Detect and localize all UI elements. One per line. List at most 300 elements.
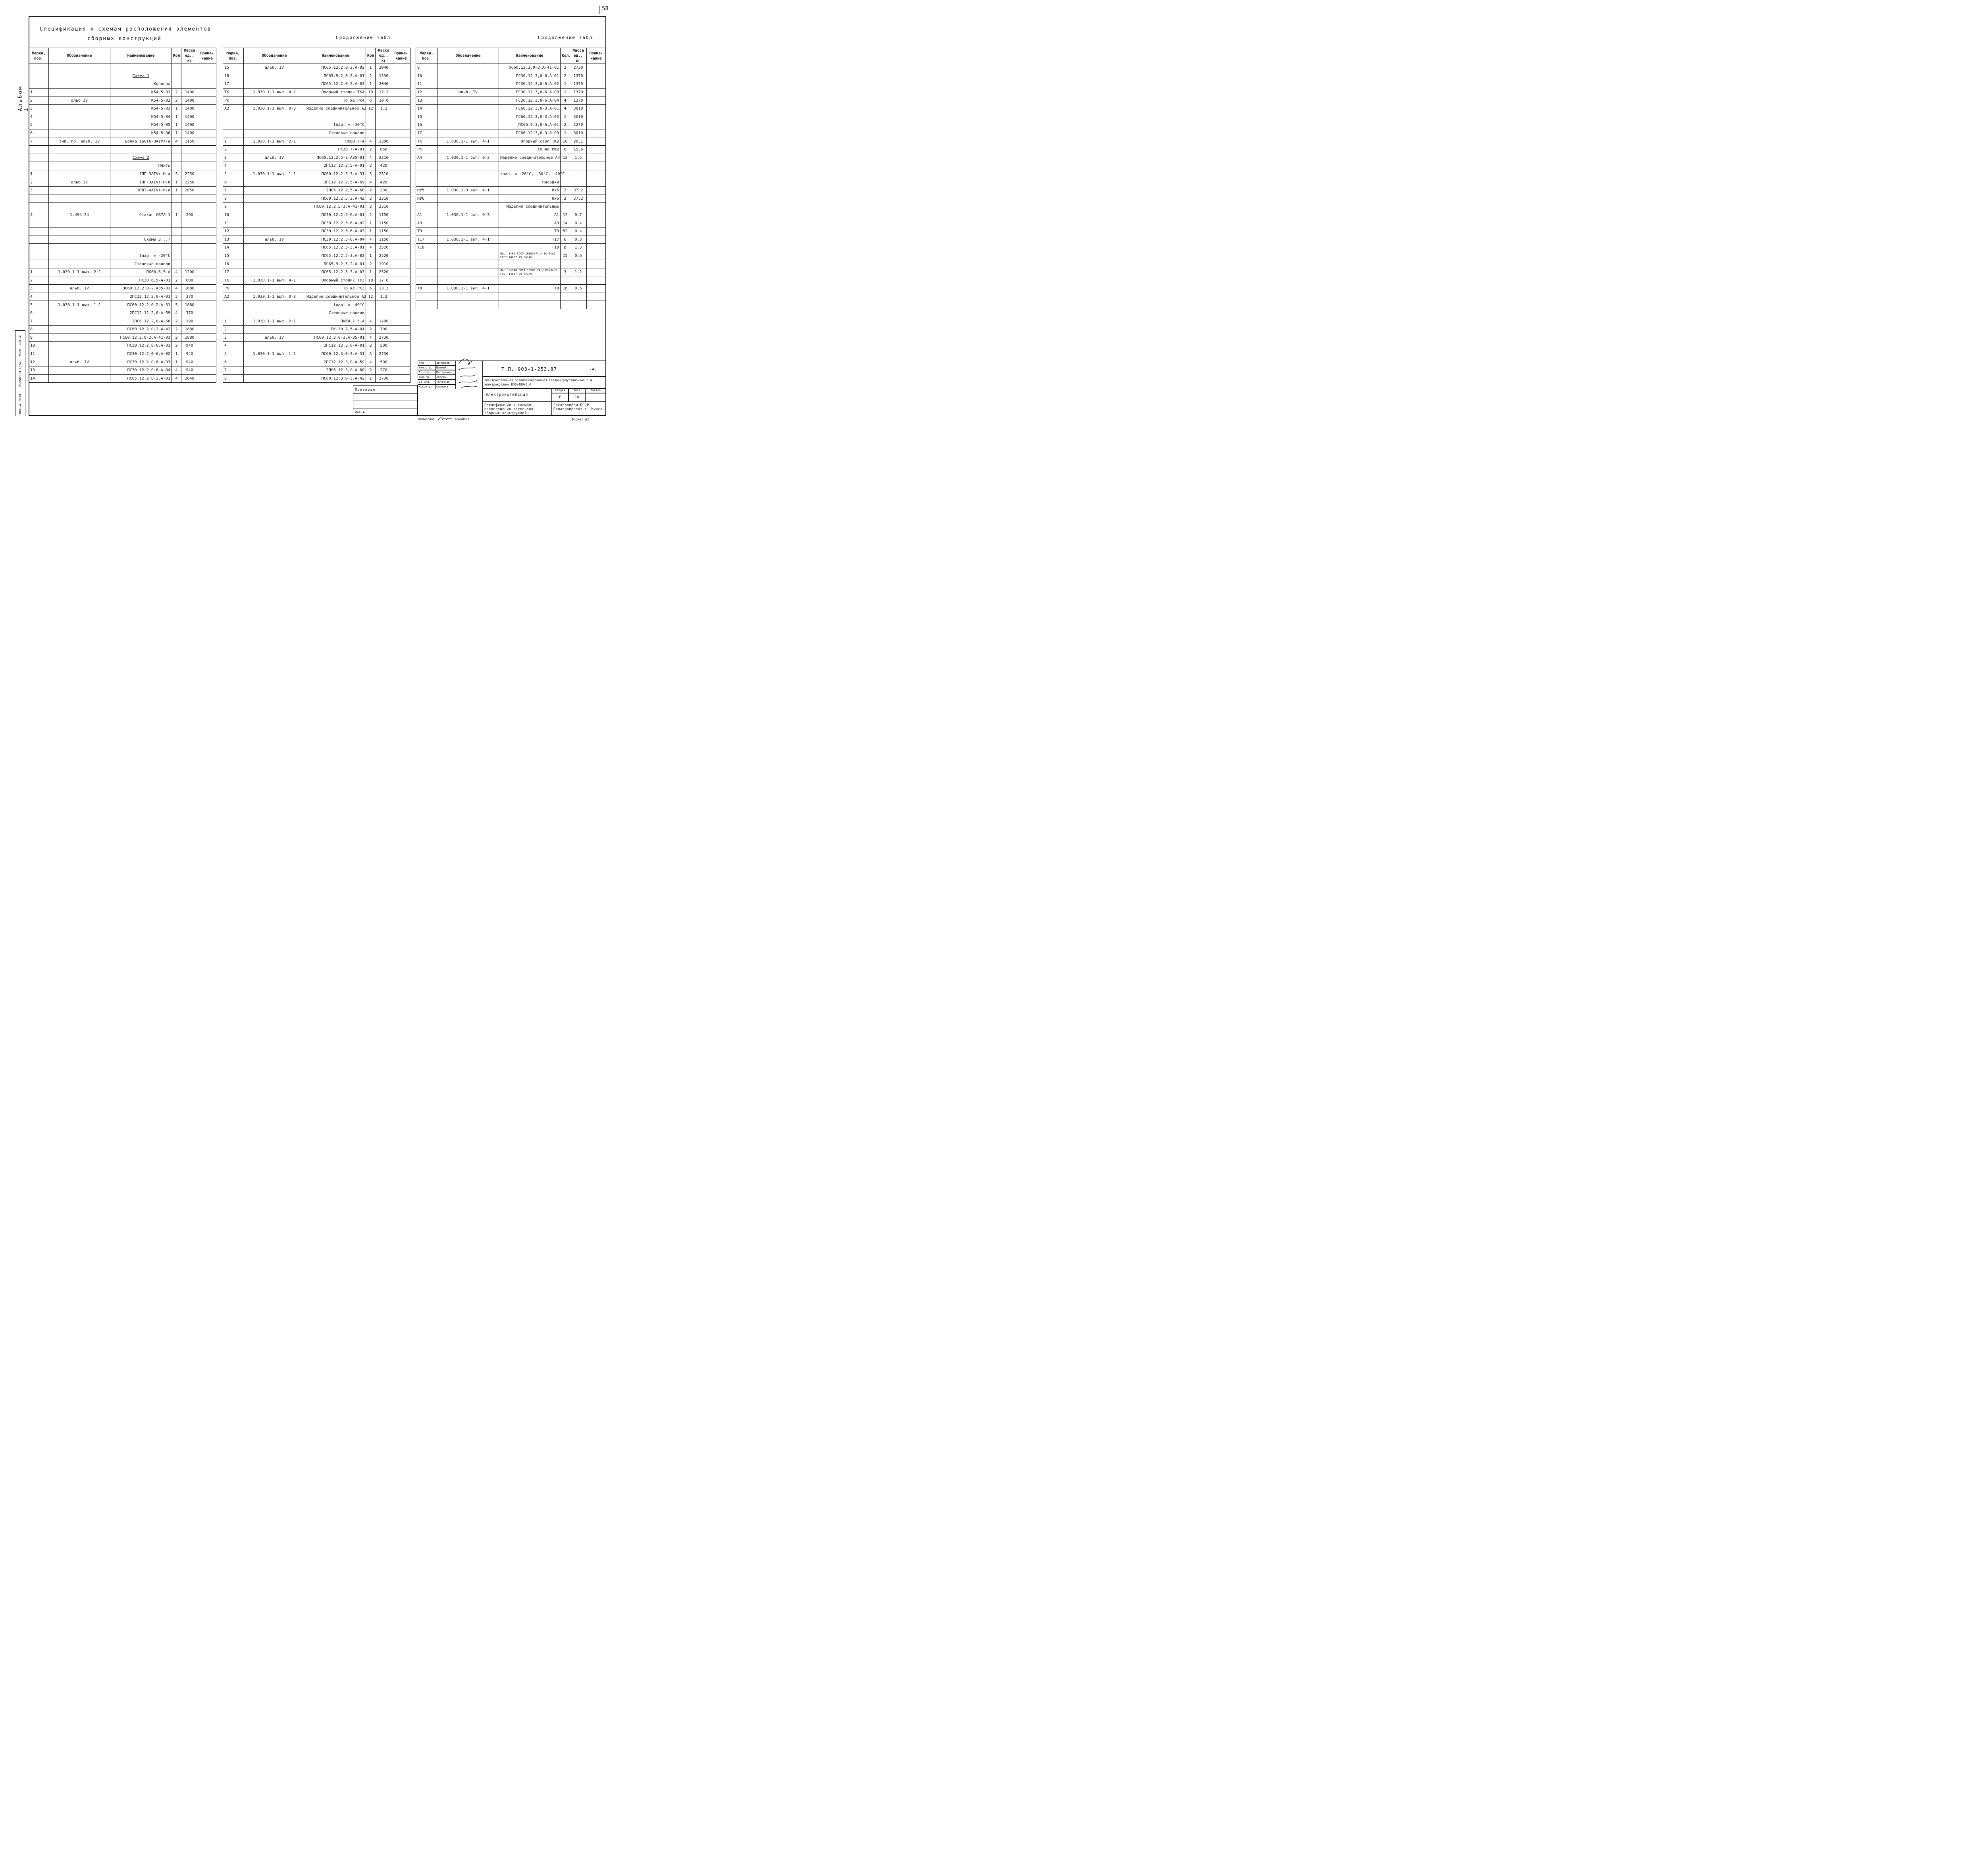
- table-cell: [587, 162, 606, 170]
- table-cell: [392, 178, 410, 187]
- table-cell: [29, 252, 49, 260]
- table-cell: [49, 244, 110, 252]
- table-cell: [437, 244, 499, 252]
- table-cell: тип. пр. альб. IV: [49, 137, 110, 146]
- table-cell: Т3: [499, 227, 561, 235]
- table-row: [29, 72, 216, 80]
- table-cell: Схема 2: [110, 154, 172, 162]
- table-cell: [223, 121, 244, 129]
- table-row: [29, 309, 216, 317]
- table-cell: альб IV: [49, 178, 110, 187]
- table-cell: 2: [366, 203, 376, 211]
- title-block: [418, 361, 606, 416]
- table-cell: 1.2: [570, 268, 587, 276]
- object-box: [483, 388, 552, 402]
- table-cell: [49, 276, 110, 285]
- table-cell: НУ5: [416, 186, 437, 195]
- table-cell: 11: [223, 219, 244, 228]
- table-cell: 2310: [376, 195, 392, 203]
- table-cell: [437, 104, 499, 113]
- table-cell: [392, 72, 410, 80]
- table-cell: К54-5-01: [110, 88, 172, 96]
- table-cell: 2ПС12.12.3,0-А-01: [305, 342, 366, 350]
- table-cell: ПС66.12.3,0-3.А-02: [499, 113, 561, 121]
- table-cell: [198, 154, 216, 162]
- table-cell: 10: [561, 137, 570, 146]
- spec-table-2: [223, 48, 410, 383]
- table-cell: Изделие соединительное А4: [499, 154, 561, 162]
- table-cell: 5: [223, 170, 244, 178]
- table-row: [223, 64, 410, 72]
- table-cell: [198, 350, 216, 358]
- table-cell: [172, 227, 181, 235]
- table-cell: 12.2: [376, 88, 392, 96]
- table-cell: А2: [223, 104, 244, 113]
- table-cell: [29, 227, 49, 235]
- table-cell: А4: [416, 154, 437, 162]
- table-cell: 1.030.1-1 вып. 1-1: [49, 301, 110, 309]
- table-cell: [437, 260, 499, 268]
- sheet-title-box: [483, 402, 552, 416]
- stage-header: Стадия: [552, 388, 569, 393]
- table-cell: [392, 121, 410, 129]
- table-row: [416, 137, 606, 146]
- table-cell: 2: [561, 72, 570, 80]
- table-cell: ПС66.12.3,0-3.А-03: [499, 129, 561, 137]
- table-cell: 15.6: [570, 145, 587, 154]
- table-cell: 1.3: [570, 244, 587, 252]
- table-cell: [110, 227, 172, 235]
- table-cell: 14: [416, 104, 437, 113]
- table-cell: 6: [366, 285, 376, 293]
- table-cell: [416, 268, 437, 276]
- table-cell: [29, 203, 49, 211]
- table-cell: Изделие соединительное А2: [305, 104, 366, 113]
- table-cell: 6: [29, 309, 49, 317]
- table-cell: [49, 121, 110, 129]
- table-cell: Схемы 3...7: [110, 235, 172, 244]
- column-header: Обозначение: [244, 48, 305, 64]
- table-cell: 1: [172, 178, 181, 187]
- table-cell: [49, 342, 110, 350]
- table-cell: [198, 203, 216, 211]
- table-cell: [392, 113, 410, 121]
- table-cell: [366, 301, 376, 309]
- table-row: [416, 260, 606, 268]
- table-cell: [49, 88, 110, 96]
- table-cell: [392, 317, 410, 326]
- table-cell: 2730: [376, 350, 392, 358]
- table-cell: [244, 178, 305, 187]
- table-cell: ТК: [416, 137, 437, 146]
- table-cell: альб IV: [49, 96, 110, 105]
- table-row: [223, 366, 410, 374]
- table-cell: [416, 301, 437, 309]
- stamp-person: Шатный: [435, 365, 456, 370]
- table-cell: 3: [223, 334, 244, 342]
- table-cell: [110, 244, 172, 252]
- table-row: [416, 301, 606, 309]
- table-cell: 2ПС12.12.2,0-А-59: [110, 309, 172, 317]
- table-cell: [587, 129, 606, 137]
- table-cell: [499, 260, 561, 268]
- table-cell: 2520: [376, 268, 392, 276]
- table-cell: 2040: [376, 64, 392, 72]
- binding-label: Привязан: [355, 388, 376, 392]
- table-cell: К54-5-05: [110, 121, 172, 129]
- table-cell: [198, 276, 216, 285]
- table-cell: 5: [366, 350, 376, 358]
- table-cell: То же РК3: [305, 285, 366, 293]
- table-cell: 2ПС12.12.3,0-А-59: [305, 358, 366, 366]
- table-cell: ПС60.12.2,5-3.А35-01: [305, 154, 366, 162]
- table-row: [223, 358, 410, 366]
- table-cell: [392, 211, 410, 219]
- table-cell: 1400: [181, 121, 198, 129]
- table-cell: [49, 186, 110, 195]
- table-cell: ПС30.12.2,5-6.А-02: [305, 219, 366, 228]
- table-cell: [437, 268, 499, 276]
- table-cell: 12: [561, 211, 570, 219]
- table-row: [29, 113, 216, 121]
- table-cell: 4: [172, 268, 181, 276]
- table-cell: [198, 145, 216, 154]
- table-cell: 20.1: [570, 137, 587, 146]
- table-cell: [181, 252, 198, 260]
- table-cell: [244, 260, 305, 268]
- table-cell: 9: [29, 334, 49, 342]
- table-row: [223, 219, 410, 228]
- table-cell: [392, 227, 410, 235]
- table-cell: [561, 203, 570, 211]
- table-cell: [29, 195, 49, 203]
- table-header-row: [416, 48, 606, 64]
- column-header: Марка, поз.: [29, 48, 49, 64]
- table-cell: РК: [223, 96, 244, 105]
- table-row: [223, 154, 410, 162]
- table-cell: 370: [181, 293, 198, 301]
- table-cell: [172, 72, 181, 80]
- table-cell: [198, 260, 216, 268]
- table-cell: 230: [376, 186, 392, 195]
- table-cell: 2: [223, 145, 244, 154]
- table-cell: 420: [376, 162, 392, 170]
- table-cell: [49, 162, 110, 170]
- table-cell: 700: [376, 326, 392, 334]
- table-cell: [110, 64, 172, 72]
- table-row: [223, 145, 410, 154]
- table-cell: 4: [366, 317, 376, 326]
- table-cell: 1400: [181, 113, 198, 121]
- table-cell: [587, 235, 606, 244]
- table-cell: [49, 350, 110, 358]
- table-cell: ПС30.12.2,0-6.А-04: [110, 366, 172, 374]
- stage-value: Р: [552, 393, 569, 402]
- table-cell: [437, 178, 499, 187]
- table-cell: 2ПС6.12.3,0-А-60: [305, 366, 366, 374]
- table-row: [416, 203, 606, 211]
- table-cell: ПС30.12.3,0-6.А-04: [499, 96, 561, 105]
- column-header: Обозначение: [437, 48, 499, 64]
- table-cell: [570, 178, 587, 187]
- table-header-row: [223, 48, 410, 64]
- table-row: [29, 342, 216, 350]
- table-cell: [499, 301, 561, 309]
- table-row: [223, 96, 410, 105]
- table-cell: 4: [172, 285, 181, 293]
- table-cell: [587, 260, 606, 268]
- table-cell: 1400: [181, 96, 198, 105]
- table-cell: [392, 309, 410, 317]
- table-cell: Плиты: [110, 162, 172, 170]
- table-cell: 10: [366, 88, 376, 96]
- table-cell: [587, 154, 606, 162]
- table-cell: [244, 252, 305, 260]
- table-cell: 2: [561, 195, 570, 203]
- table-cell: 2: [172, 96, 181, 105]
- table-row: [223, 113, 410, 121]
- table-cell: 1: [29, 268, 49, 276]
- table-cell: ПС30.12.2,5-6.А-03: [305, 227, 366, 235]
- table-row: [29, 366, 216, 374]
- table-row: [29, 252, 216, 260]
- table-cell: [172, 64, 181, 72]
- table-cell: [244, 186, 305, 195]
- table-row: [29, 186, 216, 195]
- table-cell: 1.030.1-1 вып. 0-3: [244, 293, 305, 301]
- table-cell: 2730: [376, 374, 392, 383]
- table-cell: 2: [366, 260, 376, 268]
- table-row: [29, 154, 216, 162]
- table-cell: 1: [366, 64, 376, 72]
- stamp-person: Ходель: [435, 375, 456, 380]
- table-row: [223, 342, 410, 350]
- table-cell: [437, 96, 499, 105]
- table-cell: [376, 301, 392, 309]
- spec-title: Спецификация к схемам расположения элементов: [40, 26, 212, 32]
- table-row: [29, 260, 216, 268]
- table-row: [223, 244, 410, 252]
- table-cell: 2520: [376, 252, 392, 260]
- table-cell: [29, 145, 49, 154]
- table-cell: ПС66.12.3,0-3.А-01: [499, 104, 561, 113]
- table-cell: 9: [223, 203, 244, 211]
- table-cell: ПС60.12.2,5-3.А-41-01: [305, 203, 366, 211]
- table-cell: ПС65.12.2,5-3.А-03: [305, 268, 366, 276]
- table-cell: А1: [499, 211, 561, 219]
- table-cell: 1880: [181, 301, 198, 309]
- table-row: [416, 121, 606, 129]
- table-cell: ПС60.12.2,0-2.А-41-01: [110, 334, 172, 342]
- table-cell: 10.0: [376, 96, 392, 105]
- table-cell: Т8: [499, 285, 561, 293]
- table-cell: 2: [561, 186, 570, 195]
- table-cell: 2040: [181, 374, 198, 383]
- table-cell: ПС30.12.3,0-6.А-02: [499, 80, 561, 89]
- table-row: [416, 129, 606, 137]
- table-cell: 2ПС12.12.2,5-А-59: [305, 178, 366, 187]
- table-row: [223, 162, 410, 170]
- table-cell: [570, 260, 587, 268]
- table-row: [29, 121, 216, 129]
- table-cell: 15: [223, 252, 244, 260]
- table-row: [223, 285, 410, 293]
- table-cell: 1: [561, 129, 570, 137]
- table-cell: 14: [29, 374, 49, 383]
- table-cell: 1910: [376, 260, 392, 268]
- table-cell: [587, 178, 606, 187]
- table-cell: 1880: [181, 334, 198, 342]
- table-cell: 3: [223, 154, 244, 162]
- table-cell: [587, 64, 606, 72]
- table-cell: То же РК4: [305, 96, 366, 105]
- table-cell: [561, 178, 570, 187]
- table-cell: [392, 374, 410, 383]
- binding-box: [353, 385, 418, 416]
- table-row: [29, 96, 216, 105]
- table-row: [29, 88, 216, 96]
- table-cell: 2: [366, 145, 376, 154]
- table-cell: альб. IV: [244, 154, 305, 162]
- table-cell: [49, 309, 110, 317]
- table-cell: [244, 342, 305, 350]
- table-cell: 190: [181, 317, 198, 326]
- table-cell: Опорный стол ТК2: [499, 137, 561, 146]
- table-cell: [376, 309, 392, 317]
- table-row: [416, 162, 606, 170]
- table-cell: ПС65.12.2,5-3.А-01: [305, 244, 366, 252]
- table-row: [29, 219, 216, 228]
- table-cell: [587, 203, 606, 211]
- table-row: [416, 293, 606, 301]
- table-cell: 1: [223, 317, 244, 326]
- table-cell: ПК60.7,5-А: [305, 317, 366, 326]
- table-cell: [244, 72, 305, 80]
- table-row: [29, 227, 216, 235]
- table-cell: 17.6: [376, 276, 392, 285]
- table-cell: альб. IV: [244, 235, 305, 244]
- table-cell: ПК60.6,5-А: [110, 268, 172, 276]
- table-cell: 1150: [376, 219, 392, 228]
- table-row: [29, 64, 216, 72]
- table-cell: [416, 252, 437, 260]
- table-cell: 2270: [570, 121, 587, 129]
- table-cell: А3: [499, 219, 561, 228]
- table-cell: альб. IV: [49, 285, 110, 293]
- table-cell: [49, 195, 110, 203]
- table-row: [223, 334, 410, 342]
- table-cell: 1.2: [376, 104, 392, 113]
- table-cell: 13: [223, 235, 244, 244]
- column-header: Кол.: [366, 48, 376, 64]
- table-cell: 8: [29, 326, 49, 334]
- table-cell: [392, 326, 410, 334]
- table-row: [223, 252, 410, 260]
- table-row: [29, 244, 216, 252]
- table-cell: [110, 145, 172, 154]
- table-cell: 420: [376, 178, 392, 187]
- table-cell: 2: [172, 342, 181, 350]
- table-cell: Лист 8×80 ГОСТ 19903-74 / ВСт3кп2 ГОСТ 14637-79 l=140: [499, 252, 561, 260]
- table-cell: ПС60.12.2,0-2.А-31: [110, 301, 172, 309]
- table-cell: [198, 104, 216, 113]
- stamp-cell: Взам. инв.№: [15, 331, 25, 360]
- table-cell: [437, 121, 499, 129]
- album-label: Альбом I: [17, 85, 29, 111]
- table-cell: 1: [561, 80, 570, 89]
- table-cell: 4: [366, 334, 376, 342]
- table-row: [416, 211, 606, 219]
- table-cell: [244, 219, 305, 228]
- table-cell: 2: [366, 186, 376, 195]
- left-approval-stamp: [15, 330, 25, 416]
- table-row: [416, 178, 606, 187]
- table-cell: 2: [172, 293, 181, 301]
- table-cell: [392, 219, 410, 228]
- table-cell: 16: [561, 285, 570, 293]
- table-cell: 10: [416, 72, 437, 80]
- table-cell: [587, 211, 606, 219]
- table-cell: [244, 145, 305, 154]
- table-cell: ПС30.12.2,5-6.А-01: [305, 211, 366, 219]
- table-cell: 2310: [376, 154, 392, 162]
- table-cell: 16: [223, 72, 244, 80]
- table-cell: [437, 129, 499, 137]
- table-cell: 52: [561, 227, 570, 235]
- table-cell: ПС30.12.3,0-6.А-01: [499, 72, 561, 80]
- table-cell: 0.3: [570, 235, 587, 244]
- table-cell: 6: [561, 235, 570, 244]
- format-label: Формат А2: [572, 418, 589, 421]
- table-cell: [437, 301, 499, 309]
- table-cell: 1150: [376, 227, 392, 235]
- table-cell: 1.030.1-1 вып. 4-1: [437, 285, 499, 293]
- table-cell: [376, 129, 392, 137]
- table-cell: 940: [181, 366, 198, 374]
- table-cell: [198, 334, 216, 342]
- table-cell: [198, 326, 216, 334]
- table-row: [223, 309, 410, 317]
- table-cell: [392, 137, 410, 146]
- table-cell: [587, 121, 606, 129]
- table-cell: 1: [366, 80, 376, 89]
- table-row: [29, 178, 216, 187]
- table-cell: Стеновые панели: [305, 309, 366, 317]
- table-cell: [392, 260, 410, 268]
- table-cell: [499, 293, 561, 301]
- table-cell: [49, 326, 110, 334]
- table-cell: [570, 203, 587, 211]
- project-box: [483, 376, 606, 388]
- table-cell: [49, 227, 110, 235]
- table-cell: 1150: [376, 235, 392, 244]
- table-cell: Стеновые панели: [110, 260, 172, 268]
- table-cell: 1370: [570, 88, 587, 96]
- table-cell: 13: [416, 96, 437, 105]
- table-cell: [49, 317, 110, 326]
- table-cell: [49, 235, 110, 244]
- table-cell: ПС65.9.2,0-2.А-01: [305, 72, 366, 80]
- table-cell: [499, 162, 561, 170]
- stamp-role: ГИП: [418, 361, 435, 365]
- table-cell: [392, 366, 410, 374]
- table-cell: 1370: [570, 80, 587, 89]
- table-cell: [198, 80, 216, 89]
- table-row: [223, 276, 410, 285]
- table-cell: ПС60.12.2,5-3.А-31: [305, 170, 366, 178]
- table-row: [416, 268, 606, 276]
- organization: Госагропром БССР Белагропроект г. Минск: [553, 403, 603, 411]
